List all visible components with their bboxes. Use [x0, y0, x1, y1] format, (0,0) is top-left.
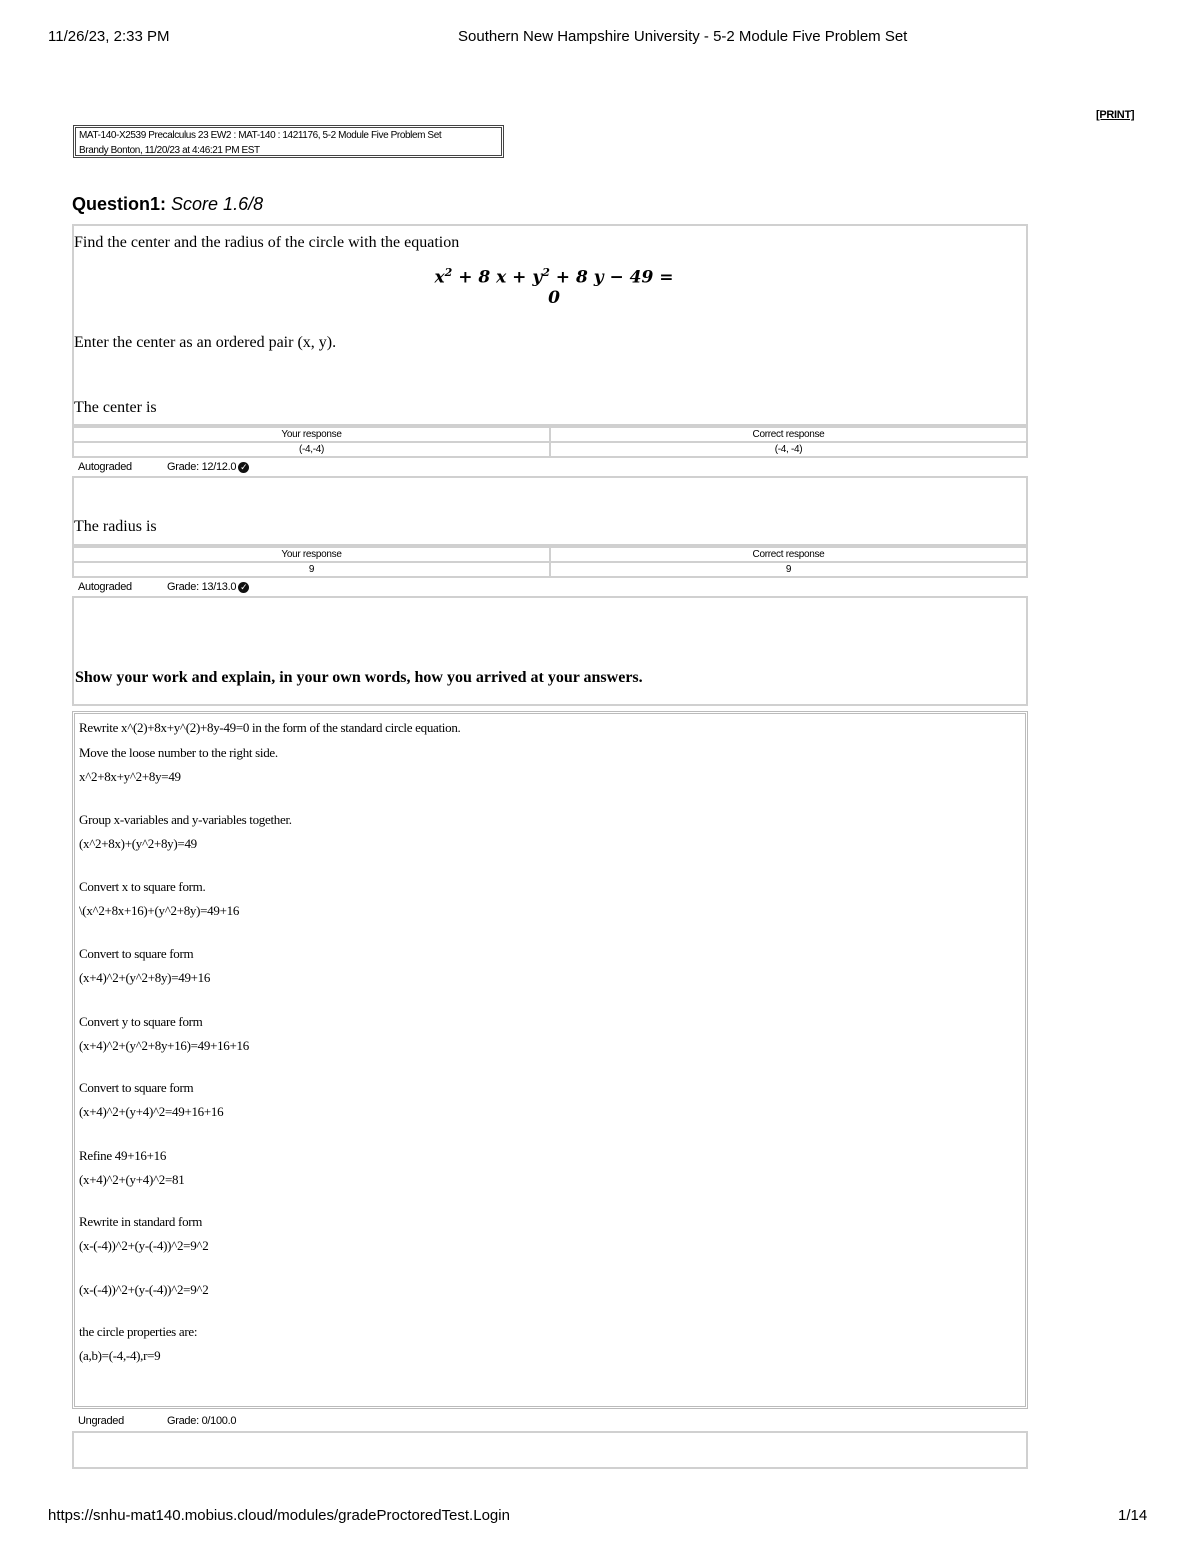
your-response-header: Your response: [73, 427, 550, 442]
work-line: Refine 49+16+16: [79, 1148, 167, 1163]
center-correct-response: (-4, -4): [550, 442, 1027, 457]
work-answer-box: [72, 711, 1028, 1409]
work-grade-mode: Ungraded: [78, 1415, 124, 1427]
center-response-table: [72, 426, 1028, 458]
work-line: (x-(-4))^2+(y-(-4))^2=9^2: [79, 1238, 209, 1253]
center-instruction: Enter the center as an ordered pair (x, y).: [74, 334, 337, 351]
feedback-box: [72, 1431, 1028, 1469]
radius-grade-text: Grade: 13/13.0: [167, 581, 237, 593]
radius-your-response: 9: [73, 562, 550, 577]
work-line: (x+4)^2+(y+4)^2=49+16+16: [79, 1104, 224, 1119]
your-response-header: Your response: [73, 547, 550, 562]
work-prompt-box: [72, 596, 1028, 706]
work-line: Rewrite x^(2)+8x+y^(2)+8y-49=0 in the form of the standard circle equation.: [79, 720, 461, 735]
center-grade: [167, 461, 249, 473]
assignment-course-line: MAT-140-X2539 Precalculus 23 EW2 : MAT-140 : 1421176, 5-2 Module Five Problem Set: [79, 130, 442, 141]
work-line: (x^2+8x)+(y^2+8y)=49: [79, 836, 197, 851]
center-grade-text: Grade: 12/12.0: [167, 461, 237, 473]
question-prompt-box: [72, 224, 1028, 426]
work-line: x^2+8x+y^2+8y=49: [79, 769, 181, 784]
radius-grade: [167, 581, 249, 593]
radius-prompt-box: [72, 476, 1028, 546]
work-line: (x+4)^2+(y+4)^2=81: [79, 1172, 185, 1187]
work-line: (a,b)=(-4,-4),r=9: [79, 1348, 161, 1363]
print-datetime: 11/26/23, 2:33 PM: [48, 28, 170, 45]
work-grade: Grade: 0/100.0: [167, 1415, 237, 1427]
question-heading: [72, 194, 263, 215]
check-circle-icon: ✓: [240, 461, 248, 472]
assignment-info-box: [73, 125, 504, 158]
correct-response-header: Correct response: [550, 427, 1027, 442]
print-page-number: 1/14: [1118, 1507, 1148, 1524]
work-line: Move the loose number to the right side.: [79, 745, 278, 760]
radius-label: The radius is: [74, 518, 157, 535]
circle-equation: $x^2 + 8$ $x + y^2 + 8$ y − 49 = 0: [434, 266, 674, 308]
radius-response-table: [72, 546, 1028, 578]
work-line: \(x^2+8x+16)+(y^2+8y)=49+16: [79, 903, 240, 918]
check-circle-icon: ✓: [240, 581, 248, 592]
work-line: (x+4)^2+(y^2+8y+16)=49+16+16: [79, 1038, 249, 1053]
print-url: https://snhu-mat140.mobius.cloud/modules/gradeProctoredTest.Login: [48, 1507, 510, 1524]
center-label: The center is: [74, 399, 157, 416]
print-link[interactable]: [PRINT]: [1096, 109, 1135, 121]
question-label: Question1:: [72, 194, 167, 214]
radius-grade-mode: Autograded: [78, 581, 132, 593]
question-prompt: Find the center and the radius of the circle with the equation: [74, 234, 460, 251]
center-grade-mode: Autograded: [78, 461, 132, 473]
work-line: Convert y to square form: [79, 1014, 203, 1029]
work-line: Group x-variables and y-variables together.: [79, 812, 292, 827]
work-prompt: Show your work and explain, in your own words, how you arrived at your answers.: [75, 669, 643, 686]
work-line: Rewrite in standard form: [79, 1214, 203, 1229]
question-score: Score 1.6/8: [171, 194, 264, 214]
radius-correct-response: 9: [550, 562, 1027, 577]
work-line: Convert to square form: [79, 946, 194, 961]
work-line: the circle properties are:: [79, 1324, 198, 1339]
work-line: (x+4)^2+(y^2+8y)=49+16: [79, 970, 211, 985]
work-line: Convert x to square form.: [79, 879, 206, 894]
work-line: (x-(-4))^2+(y-(-4))^2=9^2: [79, 1282, 209, 1297]
print-page-title: Southern New Hampshire University - 5-2 Module Five Problem Set: [458, 28, 908, 45]
assignment-student-line: Brandy Bonton, 11/20/23 at 4:46:21 PM EST: [79, 145, 260, 156]
correct-response-header: Correct response: [550, 547, 1027, 562]
work-line: Convert to square form: [79, 1080, 194, 1095]
center-your-response: (-4,-4): [73, 442, 550, 457]
